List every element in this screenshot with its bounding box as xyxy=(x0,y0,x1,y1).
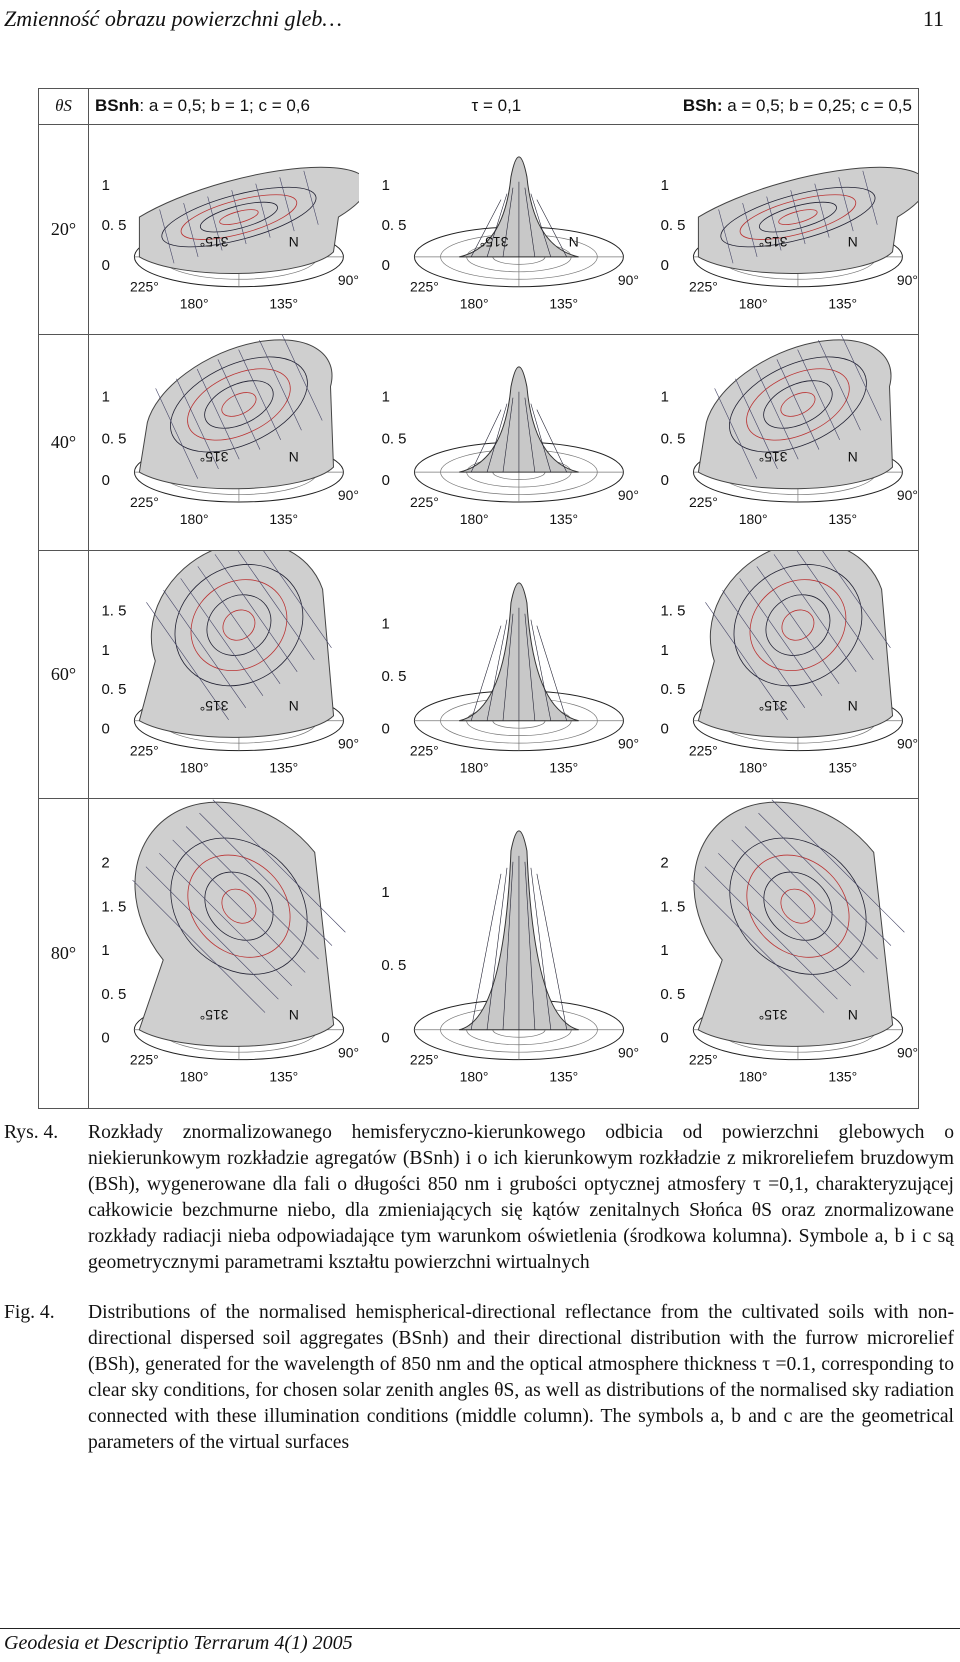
direction-label: 225° xyxy=(129,278,159,295)
direction-label: 315° xyxy=(758,233,788,250)
direction-label: N xyxy=(847,1007,858,1024)
surface-plot-middle xyxy=(369,799,639,1108)
caption-label: Fig. 4. xyxy=(4,1302,55,1323)
direction-label: 90° xyxy=(896,271,918,288)
theta-header: θS xyxy=(39,89,89,125)
direction-label: N xyxy=(568,233,579,250)
direction-label: 180° xyxy=(179,759,209,776)
y-tick-label: 0. 5 xyxy=(660,430,686,448)
direction-label: 135° xyxy=(269,511,299,528)
direction-label: 225° xyxy=(688,1052,718,1069)
y-tick-label: 1 xyxy=(381,176,390,194)
y-tick-label: 1 xyxy=(381,388,390,406)
direction-label: 90° xyxy=(896,735,918,752)
direction-label: 225° xyxy=(409,494,439,511)
y-tick-label: 0 xyxy=(101,1030,110,1048)
direction-label: 180° xyxy=(459,295,489,312)
direction-label: 90° xyxy=(337,735,359,752)
y-tick-label: 1. 5 xyxy=(660,602,686,620)
direction-label: 225° xyxy=(688,278,718,295)
plot-left xyxy=(89,799,359,1108)
y-tick-label: 1 xyxy=(101,641,110,659)
row-angle: 60° xyxy=(39,551,89,799)
col-middle-header: τ = 0,1 xyxy=(471,96,522,116)
direction-label: 90° xyxy=(617,735,639,752)
y-tick-label: 0 xyxy=(660,472,669,490)
direction-label: 90° xyxy=(617,487,639,504)
y-tick-label: 0. 5 xyxy=(101,430,127,448)
figure-row-40 xyxy=(39,335,919,551)
y-tick-label: 0. 5 xyxy=(381,216,406,234)
direction-label: 180° xyxy=(738,511,768,528)
direction-label: 90° xyxy=(897,1045,918,1062)
direction-label: 315° xyxy=(199,449,229,466)
y-tick-label: 0 xyxy=(101,720,110,738)
y-tick-label: 0 xyxy=(660,256,669,274)
direction-label: 90° xyxy=(338,1045,359,1062)
y-tick-label: 1. 5 xyxy=(101,602,127,620)
direction-label: 135° xyxy=(548,1069,578,1086)
figure-header-row xyxy=(39,89,919,125)
caption-label: Rys. 4. xyxy=(4,1122,59,1143)
surface-plot-middle xyxy=(369,335,639,550)
direction-label: 90° xyxy=(617,271,639,288)
y-tick-label: 0. 5 xyxy=(660,216,686,234)
surface-plot-left xyxy=(89,551,359,798)
direction-label: 315° xyxy=(199,233,229,250)
y-tick-label: 1 xyxy=(101,176,110,194)
plot-middle xyxy=(369,551,639,798)
footer-rule xyxy=(0,1628,960,1629)
y-tick-label: 1. 5 xyxy=(660,898,686,916)
direction-label: 315° xyxy=(758,1007,788,1024)
running-title: Zmienność obrazu powierzchni gleb… xyxy=(4,6,342,31)
plot-right xyxy=(648,799,918,1108)
y-tick-label: 2 xyxy=(660,855,669,873)
plot-right xyxy=(648,335,918,550)
y-tick-label: 1 xyxy=(660,388,669,406)
y-tick-label: 1 xyxy=(380,884,390,902)
y-tick-label: 0. 5 xyxy=(660,681,686,699)
direction-label: 315° xyxy=(758,449,788,466)
y-tick-label: 0 xyxy=(380,1030,390,1048)
direction-label: 180° xyxy=(179,295,209,312)
figure-row-60 xyxy=(39,551,919,799)
direction-label: 135° xyxy=(828,1069,858,1086)
y-tick-label: 0 xyxy=(381,256,390,274)
row-angle: 20° xyxy=(39,124,89,335)
surface-plot-middle xyxy=(369,125,639,335)
direction-label: 180° xyxy=(459,759,489,776)
y-tick-label: 1 xyxy=(660,641,669,659)
y-tick-label: 1 xyxy=(101,942,110,960)
direction-label: 135° xyxy=(828,295,858,312)
direction-label: N xyxy=(288,697,299,714)
surface-plot-left xyxy=(89,799,359,1108)
row-angle: 40° xyxy=(39,335,89,551)
direction-label: 315° xyxy=(199,1007,229,1024)
y-tick-label: 0 xyxy=(101,472,110,490)
figure-row-80 xyxy=(39,799,919,1109)
direction-label: 225° xyxy=(409,278,439,295)
row-angle: 80° xyxy=(39,799,89,1109)
direction-label: 180° xyxy=(179,511,209,528)
plot-middle xyxy=(369,799,639,1108)
y-tick-label: 0. 5 xyxy=(101,986,127,1004)
journal-footer: Geodesia et Descriptio Terrarum 4(1) 2005 xyxy=(4,1632,353,1654)
direction-label: 135° xyxy=(828,511,858,528)
y-tick-label: 1 xyxy=(660,176,669,194)
surface-plot-middle xyxy=(369,551,639,798)
surface-plot-right xyxy=(648,125,918,335)
direction-label: 135° xyxy=(269,1069,299,1086)
direction-label: 135° xyxy=(548,511,578,528)
y-tick-label: 0 xyxy=(381,472,390,490)
direction-label: 135° xyxy=(548,295,578,312)
y-tick-label: 1 xyxy=(380,615,390,633)
y-tick-label: 0 xyxy=(660,720,669,738)
direction-label: 90° xyxy=(337,271,359,288)
direction-label: 135° xyxy=(828,759,858,776)
direction-label: 225° xyxy=(129,494,159,511)
direction-label: 225° xyxy=(688,494,718,511)
direction-label: N xyxy=(847,697,858,714)
y-tick-label: 0 xyxy=(101,256,110,274)
direction-label: 180° xyxy=(459,1069,489,1086)
direction-label: N xyxy=(288,233,299,250)
running-header xyxy=(4,6,944,42)
y-tick-label: 2 xyxy=(101,855,110,873)
direction-label: 90° xyxy=(337,487,359,504)
surface-plot-left xyxy=(89,335,359,550)
y-tick-label: 0. 5 xyxy=(380,957,406,975)
direction-label: 180° xyxy=(179,1069,209,1086)
direction-label: 180° xyxy=(738,759,768,776)
plot-left xyxy=(89,551,359,798)
direction-label: 225° xyxy=(409,1052,439,1069)
direction-label: 315° xyxy=(479,233,508,250)
y-tick-label: 1 xyxy=(660,942,669,960)
direction-label: 315° xyxy=(758,697,788,714)
y-tick-label: 1. 5 xyxy=(101,898,127,916)
direction-label: 135° xyxy=(269,295,299,312)
caption-text: Rozkłady znormalizowanego hemisferyczno-kierunkowego odbicia od powierzchni glebowych o niekierunkowym rozkładzie agregatów (BSnh) i o ich kierunkowym rozkładzie z mikroreliefem bruzdowym (BSh), wygenerowane dla fali o długości 850 nm i grubości optycznej atmosfery τ =0,1, charakteryzującej całkowicie bezchmurne niebo, dla zmieniających się kątów zenitalnych Słońca θS oraz znormalizowane rozkłady radiacji nieba odpowiadające tym warunkom oświetlenia (środkowa kolumna). Symbole a, b i c są geometrycznymi parametrami kształtu powierzchni wirtualnych xyxy=(88,1122,954,1273)
direction-label: 90° xyxy=(617,1045,639,1062)
y-tick-label: 0 xyxy=(380,720,390,738)
direction-label: 225° xyxy=(409,742,439,759)
plot-left xyxy=(89,125,359,335)
y-tick-label: 0. 5 xyxy=(101,216,127,234)
caption-text: Distributions of the normalised hemispherical-directional reflectance from the cultivated soils with non-directional dispersed soil aggregates (BSnh) and their directional distribution with the furrow microrelief (BSh), generated for the wavelength of 850 nm and the optical atmosphere thickness τ =0.1, corresponding to clear sky conditions, for chosen solar zenith angles θS, as well as distributions of the normalised sky radiation connected with these illumination conditions (middle column). The symbols a, b and c are the geometrical parameters of the virtual surfaces xyxy=(88,1302,954,1453)
surface-plot-right xyxy=(648,335,918,550)
plot-right xyxy=(648,125,918,335)
plot-middle xyxy=(369,335,639,550)
y-tick-label: 0. 5 xyxy=(380,668,406,686)
surface-plot-right xyxy=(648,551,918,798)
direction-label: N xyxy=(847,449,858,466)
y-tick-label: 1 xyxy=(101,388,110,406)
direction-label: N xyxy=(288,449,299,466)
direction-label: 315° xyxy=(199,697,229,714)
direction-label: 180° xyxy=(459,511,489,528)
y-tick-label: 0. 5 xyxy=(101,681,127,699)
plot-right xyxy=(648,551,918,798)
direction-label: N xyxy=(847,233,858,250)
direction-label: 180° xyxy=(738,1069,768,1086)
direction-label: 135° xyxy=(548,759,578,776)
plot-middle xyxy=(369,125,639,335)
direction-label: 225° xyxy=(129,1052,159,1069)
page-number: 11 xyxy=(922,6,944,31)
surface-plot-left xyxy=(89,125,359,335)
col-right-header: BSh: a = 0,5; b = 0,25; c = 0,5 xyxy=(682,96,912,116)
col-left-header: BSnh: a = 0,5; b = 1; c = 0,6 xyxy=(95,96,310,116)
direction-label: 135° xyxy=(269,759,299,776)
figure-row-20 xyxy=(39,124,919,335)
y-tick-label: 0. 5 xyxy=(660,986,686,1004)
y-tick-label: 0. 5 xyxy=(381,430,406,448)
plot-left xyxy=(89,335,359,550)
direction-label: 180° xyxy=(738,295,768,312)
figure-table xyxy=(38,88,919,1109)
surface-plot-right xyxy=(648,799,918,1108)
direction-label: 225° xyxy=(129,742,159,759)
y-tick-label: 0 xyxy=(660,1030,669,1048)
direction-label: 225° xyxy=(688,742,718,759)
direction-label: N xyxy=(288,1007,299,1024)
direction-label: 90° xyxy=(896,487,918,504)
